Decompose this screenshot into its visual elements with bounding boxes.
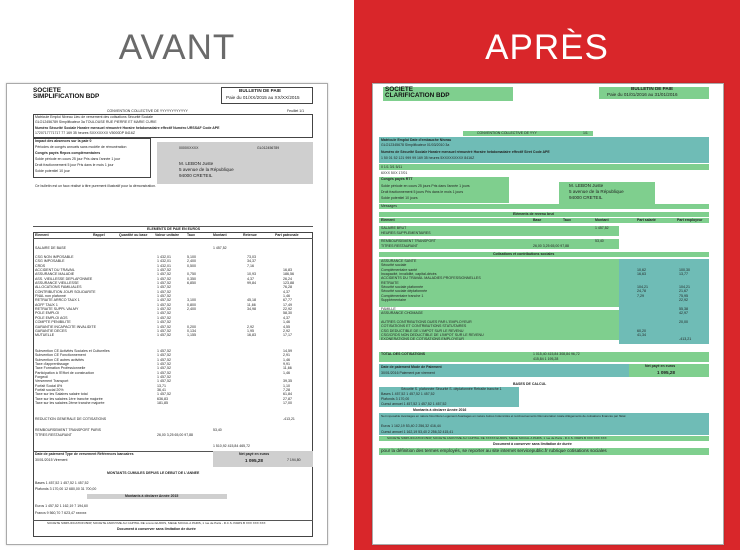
tax-labels xyxy=(35,349,110,405)
list-line: CSG/CRDS NON DEDUCTIBLE DE L'IMPOT SUR LE REVENU xyxy=(381,332,484,337)
list-line: -413,21 xyxy=(679,337,692,342)
list-line: 5,100 xyxy=(187,255,196,259)
feuillet: Feuillet 1/1 xyxy=(287,109,305,113)
list-line: 636,83 xyxy=(157,396,168,401)
list-line: 104,21 xyxy=(637,285,648,290)
list-line: AUTRES CONTRIBUTIONS DUES PAR L'EMPLOYEUR xyxy=(381,319,472,324)
col-montant: Montant xyxy=(595,218,609,222)
list-line: EXONERATIONS DE COTISATIONS EMPLOYEUR xyxy=(381,337,464,342)
list-line: 1 457,52 xyxy=(157,311,171,316)
list-line: Incapacité, invalidité, capital-décès xyxy=(381,272,437,277)
list-line: 0,134 xyxy=(187,328,196,333)
before-panel xyxy=(0,0,354,550)
list-line: CRDS xyxy=(35,263,46,268)
list-line: 67,77 xyxy=(283,298,292,303)
col-taux: Taux xyxy=(187,233,195,237)
bases-title: BASES DE CALCUL xyxy=(513,382,547,386)
list-line: 1 457,52 xyxy=(157,276,171,281)
list-line: 1 457,52 xyxy=(157,285,171,290)
list-line: ASSURANCE VIEILLESSE xyxy=(35,281,79,286)
pay-period: Paie du 01/01/2016 au 31/01/2016 xyxy=(607,92,678,97)
list-line: 1 457,52 xyxy=(157,353,171,358)
employee-city: 94000 CRETEIL xyxy=(569,195,603,200)
employee-name: M. LEBON Juste xyxy=(569,183,604,188)
list-line: 2,92 xyxy=(247,324,254,329)
list-line: 1,46 xyxy=(283,370,290,375)
id-box-1: 0000XXXXX xyxy=(179,146,199,150)
contrib-deductions xyxy=(247,255,256,338)
list-line: ASS. VIEILLESSE DEPLAFONNEE xyxy=(35,276,93,281)
list-line: 42,97 xyxy=(679,311,688,316)
list-line: 34,98 xyxy=(247,307,256,312)
col-element: Element xyxy=(381,218,395,222)
list-line: 1,46 xyxy=(283,294,290,299)
list-line: 10,93 xyxy=(247,272,256,277)
section-title: Eléments de revenu brut xyxy=(513,212,554,216)
company-line-1: SOCIETE xyxy=(33,87,62,94)
pay-values: 30/01/2016 Paiement par virement xyxy=(381,371,435,375)
cumul-row-2: Plafonds 3 170,00 12 680,00 31 700,00 xyxy=(35,487,97,491)
convention: CONVENTION COLLECTIVE DE YYY xyxy=(477,131,537,135)
leave-row-4: Solde période en cours 25 jour Pris dans l'année 1 jour xyxy=(35,157,121,161)
col-part-salarie: Part salarié xyxy=(637,218,656,222)
leave-row-6: Solde potentiel 10 jour xyxy=(35,169,70,173)
list-line: Forfait Social 8% xyxy=(35,383,63,388)
tax-amounts xyxy=(283,349,292,405)
list-line: 61,84 xyxy=(283,392,292,397)
list-line: Sécurité sociale déplafonnée xyxy=(381,289,428,294)
list-line: 1 457,52 xyxy=(157,328,171,333)
decl-row-1: Euros 1 162,19 53,40 2 256,32 416,44 xyxy=(381,424,441,428)
conge-row-2: Francs 9 560,70 7 623,47 xxxxxx xyxy=(35,511,87,515)
list-line: Versement Transport xyxy=(35,379,69,384)
header-labels: Matricule Emploi Niveau Lieu de versement des cotisations Sécurité Sociale xyxy=(35,115,153,119)
list-line: CSG IMPOSABLE xyxy=(35,259,65,264)
list-line: Taxe d'apprentissage xyxy=(35,362,69,367)
list-line: 55,38 xyxy=(679,306,688,311)
list-line: 58,30 xyxy=(283,311,292,316)
list-line: 99,84 xyxy=(247,281,256,286)
list-line: 1,95 xyxy=(247,328,254,333)
leave-row-4: Solde période en cours 25 jours Pris dans l'année 1 jours xyxy=(381,184,470,188)
leave-row-1: Impact des absences sur la paie 0 xyxy=(35,139,92,143)
tax-bases xyxy=(157,349,171,405)
list-line: 1 457,52 xyxy=(157,379,171,384)
list-line: COTISATIONS ET CONTRIBUTIONS STATUTAIRES xyxy=(381,324,467,329)
brut-line-4: TITRES RESTAURANT xyxy=(381,244,418,248)
footer-note: Document à conserver sans limitation de durée xyxy=(493,442,572,446)
col-base: Quantité ou base xyxy=(119,233,148,237)
list-line: 16,83 xyxy=(283,268,292,273)
contrib-labels xyxy=(35,255,96,338)
list-line: 1,155 xyxy=(187,333,196,338)
list-line: 1 457,52 xyxy=(157,362,171,367)
header-values: GLO12456789 Simplificateur 3a TOULOUSE RUE PIERRE ET MARIE CURIE xyxy=(35,120,157,124)
list-line: 4,37 xyxy=(283,315,290,320)
net-label: Net payé en euros xyxy=(239,452,270,456)
decl-title: Montants à déclarer Année 2016 xyxy=(413,408,467,412)
list-line: 4,55 xyxy=(283,324,290,329)
list-line: 1 457,52 xyxy=(157,272,171,277)
list-line: ASSURANCE CHOMAGE xyxy=(381,311,423,316)
list-line: 76,28 xyxy=(283,285,292,290)
list-line: 1 457,52 xyxy=(157,366,171,371)
before-heading: AVANT xyxy=(118,28,236,67)
list-line: 20,00 xyxy=(679,319,688,324)
list-line: 1 432,01 xyxy=(157,259,171,264)
payslip-title: BULLETIN DE PAIE xyxy=(239,88,282,93)
list-line: 45,18 xyxy=(247,298,256,303)
list-line: 16,83 xyxy=(247,333,256,338)
reimb-titres: TITRES RESTAURANT xyxy=(35,433,72,437)
payment-values: 30/01/2015 Virement xyxy=(35,458,68,462)
list-line: 1 432,01 xyxy=(157,263,171,268)
decl-row-2: Cumul annuel 1 162,19 53,40 2 256,32 415,41 xyxy=(381,430,454,434)
list-line: GARANTIE DECES xyxy=(35,328,67,333)
bases-row-1: Bases 1 457,52 1 457,52 1 457,52 xyxy=(381,392,435,396)
list-line: 1 457,52 xyxy=(157,349,171,353)
employee-address: 5 avenue de la République xyxy=(179,167,234,172)
list-line: 2,91 xyxy=(283,353,290,358)
list-line: 17,17 xyxy=(283,333,292,338)
list-line: Subvention CE autres activités xyxy=(35,357,84,362)
list-line: 13,71 xyxy=(157,383,166,388)
leave-row-2: 6XXX 5XX 17/01 xyxy=(381,171,408,175)
bases-labels: Sécurité S. plafonnée Sécurité S. déplafonnée Retraite tranche 1 xyxy=(401,387,502,391)
list-line: 181,85 xyxy=(157,401,168,406)
employee-address: 5 avenue de la République xyxy=(569,189,624,194)
brut-line-3: REMBOURSEMENT TRANSPORT xyxy=(381,239,436,243)
list-line: 1 457,52 xyxy=(157,392,171,397)
list-line: 100,30 xyxy=(679,267,690,272)
list-line: 7,29 xyxy=(637,293,644,298)
list-line: 4,37 xyxy=(247,276,254,281)
brut-value-3: 53,40 xyxy=(595,239,604,243)
list-line: Sécurité sociale plafonnée xyxy=(381,285,424,290)
list-line xyxy=(637,337,648,341)
cumul-title: MONTANTS CUMULES DEPUIS LE DEBUT DE L'ANNEE xyxy=(107,471,200,475)
list-line: 104,21 xyxy=(679,285,690,290)
list-line: 22,92 xyxy=(283,307,292,312)
ids-labels: Numéro Sécurité Sociale Horaire mensuel rémunéré Horaire hebdomadaire effectif Numéro URSSAF Code APE xyxy=(35,126,220,130)
employee-name: M. LEBON Juste xyxy=(179,161,214,166)
pay-labels: Date de paiement Mode de Paiement xyxy=(381,365,442,369)
list-line: 9,91 xyxy=(283,362,290,367)
cot-labels xyxy=(381,259,484,342)
list-line: 1 457,52 xyxy=(157,357,171,362)
reduction-amount: -413,21 xyxy=(283,417,295,421)
list-line: ASSURANCE SANTE xyxy=(381,259,417,263)
list-line: Sécurité sociale xyxy=(381,263,407,268)
col-rappel: Rappel xyxy=(93,233,105,237)
list-line: 39,35 xyxy=(283,379,292,384)
contrib-rates xyxy=(187,255,196,338)
header-rule xyxy=(33,238,313,239)
ids-values: 1720717771717 77 169 35 heures SXXXXXXX V5000DP 8416Z xyxy=(35,131,135,135)
list-line: 1 457,52 xyxy=(157,315,171,320)
reimb-transport-amount: 53,40 xyxy=(213,428,222,432)
list-line: Participation à l'Effort de construction xyxy=(35,370,95,375)
list-line: 22,92 xyxy=(679,298,688,303)
list-line: 4,37 xyxy=(283,289,290,294)
cumul-row-1: Bases 1 457,52 1 457,52 1 457,52 xyxy=(35,481,89,485)
col-patronale: Part patronale xyxy=(275,233,299,237)
cot-salarie xyxy=(637,259,648,342)
list-line: 1 457,52 xyxy=(157,370,171,375)
list-line: 11,66 xyxy=(283,366,292,371)
list-line: Forfait social 20% xyxy=(35,388,64,393)
leave-row-3: Congés payés Repos complémentaires xyxy=(35,151,101,155)
list-line: 1 457,52 xyxy=(157,320,171,325)
list-line: ALLOCATIONS FAMILIALES xyxy=(35,285,82,290)
after-heading: APRÈS xyxy=(485,28,609,67)
service-public-note: pour la définition des termes employés, se reporter au site internet servicepublic.fr rubrique cotisations sociales xyxy=(381,448,607,453)
bases-row-3: Cumul annuel 1 457,52 1 457,52 1 457,52 xyxy=(381,402,447,406)
list-line: 123,88 xyxy=(283,281,294,286)
list-line: 17,49 xyxy=(283,302,292,307)
messages: Ce bulletin est un faux réalisé à titre purement illustratif pour la démonstration. xyxy=(35,184,157,188)
pay-period: Paie du 01/XX/2015 au XX/XX/2015 xyxy=(226,95,300,100)
cot-employeur xyxy=(679,259,691,342)
list-line: 1 457,52 xyxy=(157,298,171,303)
list-line: Complémentaire santé xyxy=(381,267,418,272)
list-line: 1,10 xyxy=(283,383,290,388)
list-line: POLE EMPLOI AGS xyxy=(35,315,68,320)
list-line: RETRAITE xyxy=(381,280,399,285)
total-values: 1 015,40 415,84 308,84 96,72 xyxy=(533,352,580,356)
list-line: 3,100 xyxy=(187,298,196,303)
list-line: FAMILLE xyxy=(381,306,396,311)
col-valeur: Valeur unitaire xyxy=(155,233,180,237)
list-line: 1 457,52 xyxy=(157,294,171,299)
leave-row-6: Solde potentiel 10 jours xyxy=(381,196,418,200)
total-values-2: 415,84 1 195,28 xyxy=(533,357,559,361)
list-line: 16,63 xyxy=(637,272,646,277)
columns-highlight xyxy=(379,218,709,223)
list-line: 2,400 xyxy=(187,259,196,264)
list-line: 186,56 xyxy=(283,272,294,277)
ids-values: 1 50 01 52 121 999 99 169 35 heures 5XXXXXXXXX 8416Z xyxy=(381,156,475,160)
reduction: REDUCTION GENERALE DE COTISATIONS xyxy=(35,417,107,421)
feuillet: 1/1 xyxy=(583,131,588,135)
total-label: TOTAL DES COTISATIONS xyxy=(381,352,426,356)
list-line: 60,20 xyxy=(637,328,646,333)
totals: 1 510,92 415,84 465,72 xyxy=(213,444,250,448)
conge-title: Montants à déclarer Année 2015 xyxy=(125,494,179,498)
list-line: GARANTIE INCAPACITE INVALIDITE xyxy=(35,324,96,329)
amounts-teal xyxy=(619,259,709,344)
message-highlight xyxy=(379,204,709,209)
col-taux: Taux xyxy=(563,218,571,222)
list-line: 0,350 xyxy=(187,276,196,281)
section-title: ELEMENTS DE PAIE EN EUROS xyxy=(147,227,201,231)
company-line-1: SOCIETE xyxy=(385,86,414,93)
list-line: Subvention CE Activités Sociales et Culturelles xyxy=(35,349,110,353)
brut-line-2: HEURES SUPPLEMENTAIRES xyxy=(381,231,431,235)
list-line: POLE EMPLOI xyxy=(35,311,60,316)
convention: CONVENTION COLLECTIVE DE YYYYYYYYYYYY xyxy=(107,109,188,113)
col-part-employeur: Part employeur xyxy=(677,218,703,222)
list-line: 17,00 xyxy=(283,401,292,406)
header-labels: Matricule Emploi Date d'embauche Niveau xyxy=(381,138,452,142)
col-retenue: Retenue xyxy=(243,233,257,237)
after-panel xyxy=(354,0,740,550)
list-line: 26,24 xyxy=(283,276,292,281)
list-line: 0,500 xyxy=(187,263,196,268)
list-line: 0,750 xyxy=(187,272,196,277)
list-line: Forgeoil xyxy=(35,375,48,380)
list-line: 1,46 xyxy=(283,357,290,362)
list-line: ACCIDENTS DU TRAVAIL MALADIES PROFESSIONNELLES xyxy=(381,276,481,281)
after-payslip xyxy=(372,83,724,545)
brut-line-1: SALAIRE BRUT xyxy=(381,226,407,230)
base-salary-amount: 1 457,52 xyxy=(213,246,227,250)
list-line: Subvention CE Fonctionnement xyxy=(35,353,86,358)
list-line: 73,03 xyxy=(247,255,256,259)
col-base: Base xyxy=(533,218,542,222)
leave-row-3: Congés payés RTT xyxy=(381,177,413,181)
list-line: 13,77 xyxy=(679,272,688,277)
list-line: 0,200 xyxy=(187,324,196,329)
list-line: 1 457,52 xyxy=(157,281,171,286)
list-line: 1 457,52 xyxy=(157,268,171,273)
footer-note: Document à conserver sans limitation de durée xyxy=(117,527,196,531)
list-line: 14,59 xyxy=(283,349,292,353)
list-line: 1 457,52 xyxy=(157,302,171,307)
list-line: 7,28 xyxy=(283,388,290,393)
employee-city: 94000 CRETEIL xyxy=(179,173,213,178)
list-line: AGFF TAUX 1 xyxy=(35,302,58,307)
list-line: MUTUELLE xyxy=(35,333,55,338)
footer-legal: SOCIETE SIMPLIFICATION BDP, SOCIETE ANONYME AU CAPITAL DE XXXXX EUROS, SIEGE SOCIAL A PARIS, 1 rue de Paris - R.C.S. PARIS B XXX XXX XXX xyxy=(387,436,607,440)
conge-row-1: Euros 1 457,52 1 162,19 7 194,60 xyxy=(35,504,88,508)
leave-row-1: 0 1/1 3/1 5/11 xyxy=(381,165,403,169)
leave-row-5: Droit fractionnement 5 jours Pris dans le mois 1 jours xyxy=(381,190,464,194)
list-line: CONTRIBUTION JOUR SOLIDARITE xyxy=(35,289,96,294)
reimb-transport: REMBOURSEMENT TRANSPORT PARIS xyxy=(35,428,101,432)
list-line: 36,41 xyxy=(157,388,166,393)
ids-labels: Numéro de Sécurité Sociale Horaire mensuel rémunéré Horaire hebdomadaire effectif Siret Code APE xyxy=(381,150,550,154)
decl-labels: Net imposable Avantages en nature Nourriture Logement Avantages en nature Autres Indemnités et remboursements Rémunération totale Allègements de cotisations financés par l'Etat xyxy=(381,414,626,418)
list-line: 7,16 xyxy=(247,263,254,268)
before-payslip xyxy=(6,83,328,545)
company-line-2: SIMPLIFICATION BDP xyxy=(33,93,100,100)
net-value: 1 095,28 xyxy=(245,458,263,463)
list-line: COMPTE PENIBILITE xyxy=(35,320,71,325)
list-line: FNAL non plafonné xyxy=(35,294,66,299)
payment-labels: Date de paiement Type de versement Références bancaires xyxy=(35,452,134,456)
brut-value-1: 1 457,52 xyxy=(595,226,609,230)
id-box-2: GL012456789 xyxy=(257,146,280,150)
footer-legal: SOCIETE SIMPLIFICATION BDP, SOCIETE ANONYME AU CAPITAL DE xxxxxx EUROS, SIEGE SOCIAL A PARIS, 1 rue de Paris - R.C.S. PARIS B XXX XXX XXX xyxy=(47,521,266,525)
list-line: 6,850 xyxy=(187,281,196,286)
list-line: 75,95 xyxy=(679,293,688,298)
payslip-title: BULLETIN DE PAIE xyxy=(631,86,674,91)
list-line: 27,87 xyxy=(283,396,292,401)
list-line: Taxe Formation Professionnelle xyxy=(35,366,86,371)
list-line: CSG DEDUCTIBLE DE L'IMPOT SUR LE REVENU xyxy=(381,328,464,333)
list-line: 1 457,52 xyxy=(157,333,171,338)
list-line: 1,46 xyxy=(283,320,290,325)
list-line: ACCIDENT DU TRAVAIL xyxy=(35,268,75,273)
list-line: 10,62 xyxy=(637,267,646,272)
header-values: GLO12345678 Simplificateur 01/03/2010 3a xyxy=(381,143,450,147)
list-line: 41,34 xyxy=(637,332,646,337)
list-line: 11,66 xyxy=(247,302,256,307)
brut-value-4: 26,00 3,25 65,00 97,88 xyxy=(533,244,570,248)
list-line: 24,78 xyxy=(637,289,646,294)
net-small: 7 194,80 xyxy=(287,458,301,462)
list-line: 1 432,01 xyxy=(157,255,171,259)
cot-title: Cotisations et contributions sociales xyxy=(493,252,555,256)
bases-row-2: Plafonds 3 170,00 xyxy=(381,397,410,401)
list-line: 1 457,52 xyxy=(157,324,171,329)
list-line: 2,92 xyxy=(283,328,290,333)
list-line: Taxe sur les salaires 1ère tranche majorée xyxy=(35,396,103,401)
list-line: 1 457,52 xyxy=(157,307,171,312)
list-line: RETRAITE ARRCO TAUX 1 xyxy=(35,298,80,303)
contrib-bases xyxy=(157,255,171,338)
base-salary: SALAIRE DE BASE xyxy=(35,246,66,250)
col-element: Element xyxy=(35,233,49,237)
list-line: 1 457,52 xyxy=(157,289,171,294)
list-line: Complémentaire tranche 1 xyxy=(381,293,424,298)
reference-highlight xyxy=(379,164,709,170)
col-montant: Montant xyxy=(213,233,227,237)
list-line: 21,67 xyxy=(679,289,688,294)
list-line: 34,37 xyxy=(247,259,256,264)
list-line: Supplémentaire xyxy=(381,298,407,303)
list-line: 2,400 xyxy=(187,307,196,312)
leave-row-2: Périodes de congés annuels sans modèle de rémunération xyxy=(35,145,127,149)
list-line: CSG NON IMPOSABLE xyxy=(35,255,74,259)
net-label: Net payé en euros xyxy=(645,364,676,368)
reimb-titres-amount: 26,00 3,25 65,00 97,88 xyxy=(157,433,194,437)
list-line: Taxe sur les Salaires salaire total xyxy=(35,392,88,397)
messages: Messages xyxy=(381,204,397,208)
contrib-employer xyxy=(283,255,294,338)
list-line: ASSURANCE MALADIE xyxy=(35,272,75,277)
list-line: RETRAITE SUPPL VALMY xyxy=(35,307,79,312)
company-line-2: CLARIFICATION BDP xyxy=(385,92,450,99)
net-value: 1 095,28 xyxy=(657,370,675,375)
list-line: 0,800 xyxy=(187,302,196,307)
leave-row-5: Droit fractionnement 5 jour Pris dans le mois 1 jour xyxy=(35,163,114,167)
list-line: 1 457,52 xyxy=(157,375,171,380)
list-line: Taxe sur les salaires 2ème tranche majorée xyxy=(35,401,105,406)
